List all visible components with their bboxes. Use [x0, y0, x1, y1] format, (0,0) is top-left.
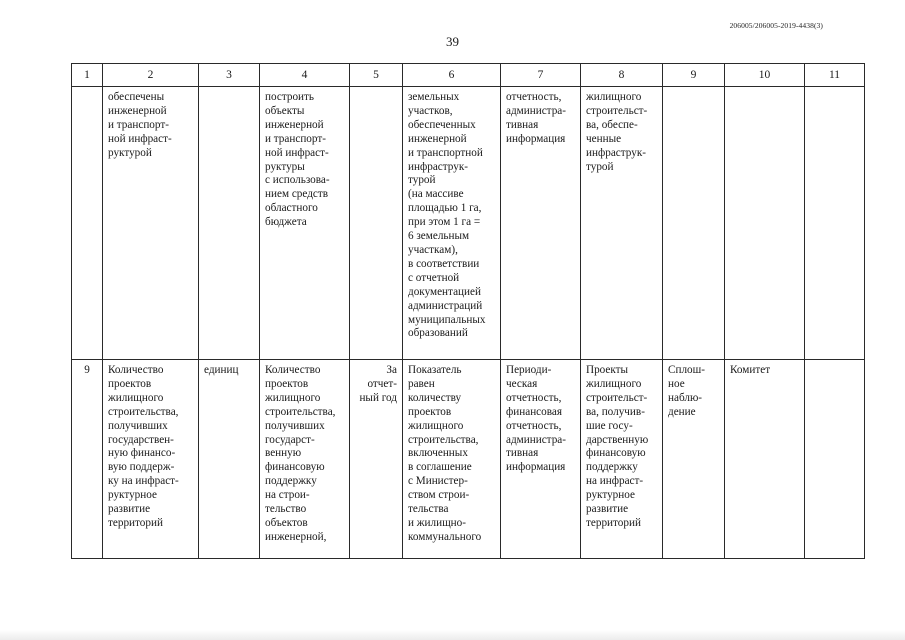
cell-line: инженерной — [108, 104, 167, 117]
table-cell — [199, 87, 260, 360]
cell-line: на строи- — [265, 489, 310, 502]
cell-line: тельства — [408, 503, 449, 516]
cell-line: Показатель — [408, 364, 462, 376]
cell-line: проектов — [408, 405, 452, 418]
table-cell — [663, 360, 725, 559]
table-cell — [581, 87, 663, 360]
column-header: 1 — [72, 64, 103, 87]
cell-line: объектов — [265, 516, 308, 529]
cell-line: информация — [506, 132, 566, 145]
document-id: 206005/206005-2019-4438(3) — [729, 21, 823, 30]
column-header: 2 — [103, 64, 199, 87]
cell-line: равен — [408, 377, 435, 390]
cell-line: объекты — [265, 104, 305, 117]
cell-line: коммунального — [408, 530, 482, 543]
cell-line: обеспеченных — [408, 118, 476, 131]
table-cell — [72, 87, 103, 360]
cell-line: с Министер- — [408, 475, 468, 488]
cell-line: ное — [668, 377, 685, 390]
cell-line: информация — [506, 461, 566, 474]
cell-line: площадью 1 га, — [408, 202, 482, 215]
cell-line: тивная — [506, 447, 539, 460]
cell-line: турой — [408, 174, 436, 187]
table-cell — [199, 360, 260, 559]
cell-line: Периоди- — [506, 364, 552, 376]
cell-line: в соответствии — [408, 257, 480, 270]
cell-line: областного — [265, 202, 318, 215]
cell-line: инженерной, — [265, 530, 327, 543]
cell-line: и транспортной — [408, 146, 483, 159]
table-cell — [725, 360, 805, 559]
cell-line: строительства, — [265, 405, 336, 418]
cell-line: строительст- — [586, 104, 648, 117]
cell-line: ством строи- — [408, 489, 470, 502]
cell-line: территорий — [108, 516, 163, 529]
table-cell — [403, 360, 501, 559]
cell-line: инженерной — [408, 132, 467, 145]
indicator-table — [71, 63, 865, 559]
cell-line: ной инфраст- — [265, 146, 329, 159]
column-header: 7 — [501, 64, 581, 87]
cell-line: государст- — [265, 433, 315, 446]
cell-line: отчетность, — [506, 391, 562, 404]
cell-line: дарственную — [586, 433, 649, 446]
cell-line: и транспорт- — [108, 118, 169, 131]
cell-line: инфраструк- — [586, 146, 646, 159]
cell-line: Количество — [265, 364, 321, 376]
cell-line: единиц — [204, 364, 239, 376]
table-cell — [805, 87, 865, 360]
cell-line: (на массиве — [408, 188, 464, 201]
table-cell — [403, 87, 501, 360]
cell-line: проектов — [265, 377, 309, 390]
cell-line: получивших — [108, 419, 168, 432]
column-header: 10 — [725, 64, 805, 87]
cell-line: руктурное — [586, 489, 635, 502]
cell-line: дение — [668, 405, 696, 418]
cell-line: венную — [265, 447, 302, 460]
cell-line: с использова- — [265, 174, 330, 187]
column-header: 5 — [350, 64, 403, 87]
cell-line: ченные — [586, 132, 622, 145]
cell-line: ку на инфраст- — [108, 475, 179, 488]
cell-line: ческая — [506, 377, 538, 390]
table-cell — [350, 360, 403, 559]
cell-line: Комитет — [730, 364, 771, 376]
cell-line: нием средств — [265, 188, 329, 201]
cell-line: в соглашение — [408, 461, 472, 474]
table-cell — [260, 87, 350, 360]
table-row — [72, 87, 865, 360]
cell-line: участкам), — [408, 243, 458, 256]
cell-line: обеспечены — [108, 91, 165, 103]
table-cell — [260, 360, 350, 559]
column-number-row — [72, 64, 865, 87]
column-header: 9 — [663, 64, 725, 87]
cell-line: строительст- — [586, 391, 648, 404]
cell-line: 6 земельным — [408, 230, 470, 243]
column-header: 3 — [199, 64, 260, 87]
cell-line: шие госу- — [586, 419, 633, 432]
table-cell — [725, 87, 805, 360]
cell-line: территорий — [586, 516, 641, 529]
cell-line: жилищного — [586, 91, 642, 103]
cell-line: строительства, — [108, 405, 179, 418]
cell-line: финансовая — [506, 405, 562, 418]
table-cell — [350, 87, 403, 360]
cell-line: документацией — [408, 285, 481, 298]
cell-line: включенных — [408, 447, 468, 460]
cell-line: 9 — [84, 364, 90, 376]
table-cell — [581, 360, 663, 559]
table-cell — [663, 87, 725, 360]
cell-line: ной инфраст- — [108, 132, 172, 145]
cell-line: руктурой — [108, 146, 152, 159]
cell-line: поддержку — [586, 461, 638, 474]
cell-line: финансовую — [586, 447, 646, 460]
cell-line: турой — [586, 160, 614, 173]
page-edge-shade — [0, 630, 905, 640]
cell-line: руктуры — [265, 160, 305, 173]
cell-line: поддержку — [265, 475, 317, 488]
cell-line: вую поддерж- — [108, 461, 175, 474]
table-cell — [103, 87, 199, 360]
cell-line: инфраструк- — [408, 160, 468, 173]
cell-line: и жилищно- — [408, 516, 466, 529]
cell-line: с отчетной — [408, 271, 460, 284]
cell-line: жилищного — [408, 419, 464, 432]
column-header: 11 — [805, 64, 865, 87]
cell-line: проектов — [108, 377, 152, 390]
cell-line: развитие — [108, 503, 151, 516]
table-cell — [103, 360, 199, 559]
cell-line: администра- — [506, 104, 566, 117]
cell-line: бюджета — [265, 216, 307, 229]
cell-line: тивная — [506, 118, 539, 131]
cell-line: участков, — [408, 104, 453, 117]
cell-line: ный год — [359, 391, 397, 404]
cell-line: жилищного — [265, 391, 321, 404]
cell-line: строительства, — [408, 433, 479, 446]
cell-line: жилищного — [586, 377, 642, 390]
cell-line: государствен- — [108, 433, 174, 446]
cell-line: при этом 1 га = — [408, 216, 481, 229]
cell-line: муниципальных — [408, 313, 486, 326]
column-header: 8 — [581, 64, 663, 87]
cell-line: получивших — [265, 419, 325, 432]
cell-line: количеству — [408, 391, 462, 404]
cell-line: администраций — [408, 299, 483, 312]
cell-line: тельство — [265, 503, 307, 516]
cell-line: жилищного — [108, 391, 164, 404]
cell-line: развитие — [586, 503, 629, 516]
cell-line: ва, получив- — [586, 405, 645, 418]
cell-line: земельных — [408, 91, 460, 103]
cell-line: наблю- — [668, 391, 703, 404]
cell-line: отчетность, — [506, 419, 562, 432]
cell-line: на инфраст- — [586, 475, 644, 488]
table-row — [72, 360, 865, 559]
page-number: 39 — [446, 34, 459, 49]
cell-line: руктурное — [108, 489, 157, 502]
cell-line: Проекты — [586, 364, 629, 376]
cell-line: администра- — [506, 433, 566, 446]
cell-line: отчет- — [367, 377, 397, 390]
cell-line: ва, обеспе- — [586, 118, 638, 131]
cell-line: ную финансо- — [108, 447, 176, 460]
cell-line: образований — [408, 327, 468, 340]
table-cell — [805, 360, 865, 559]
cell-line: и транспорт- — [265, 132, 326, 145]
table-cell — [501, 87, 581, 360]
cell-line: За — [386, 364, 397, 376]
row-number-cell — [72, 360, 103, 559]
column-header: 6 — [403, 64, 501, 87]
cell-line: финансовую — [265, 461, 325, 474]
column-header: 4 — [260, 64, 350, 87]
cell-line: отчетность, — [506, 91, 562, 103]
table-cell — [501, 360, 581, 559]
cell-line: Сплош- — [668, 364, 705, 376]
cell-line: инженерной — [265, 118, 324, 131]
cell-line: Количество — [108, 364, 164, 376]
cell-line: построить — [265, 91, 315, 103]
